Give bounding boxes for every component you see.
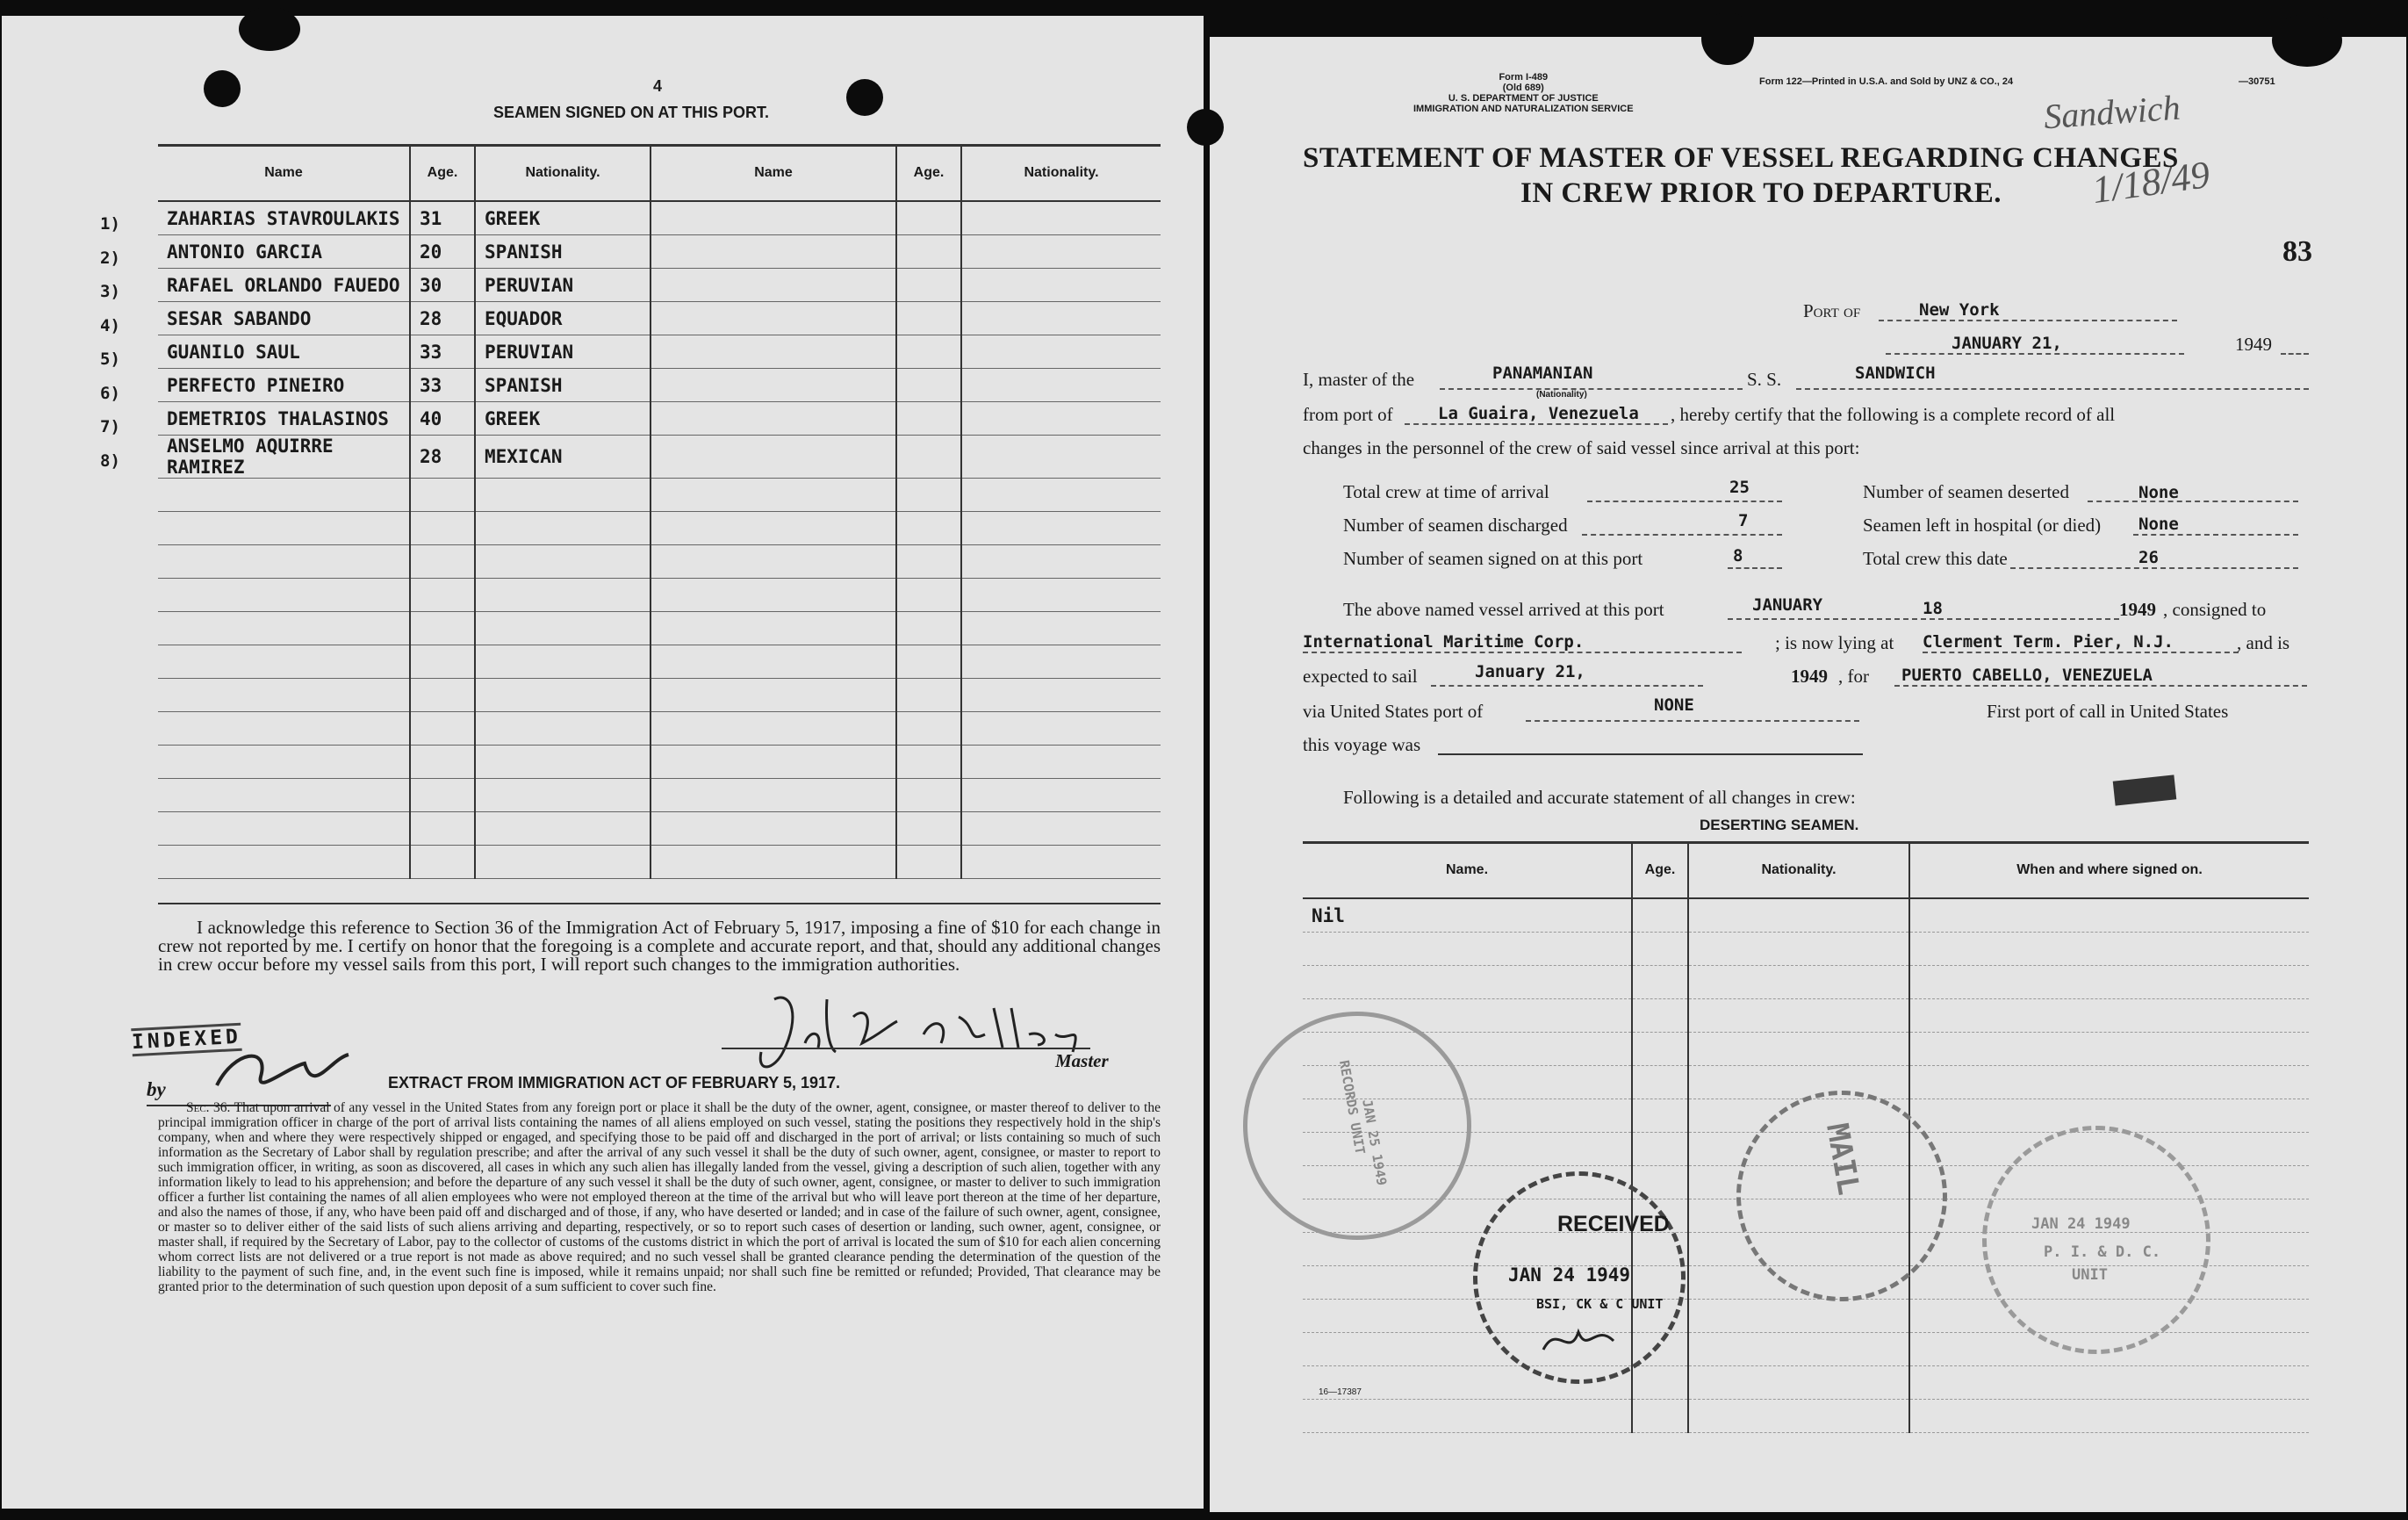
table-row: [1303, 999, 2309, 1033]
lying-label: ; is now lying at: [1775, 632, 1894, 653]
cell-empty: [961, 746, 1161, 779]
cell-empty: [896, 436, 961, 479]
destination-value: PUERTO CABELLO, VENEZUELA: [1901, 666, 2153, 685]
master-of-label: I, master of the: [1303, 369, 1415, 390]
table-row: [158, 269, 1161, 302]
row-number: 4): [100, 315, 120, 335]
cell-empty: [896, 612, 961, 645]
pidc-stamp-unit2: UNIT: [2072, 1266, 2108, 1284]
cell-empty: [410, 645, 475, 679]
cell-empty: [651, 645, 896, 679]
table-row: [158, 335, 1161, 369]
cell-age: 28: [410, 302, 475, 335]
received-stamp-label: RECEIVED: [1557, 1212, 1670, 1236]
lying-value: Clerment Term. Pier, N.J.: [1923, 632, 2174, 652]
page-title: SEAMEN SIGNED ON AT THIS PORT.: [493, 104, 770, 121]
total-date-value: 26: [2138, 548, 2159, 567]
cell-empty: [158, 746, 410, 779]
row-number: 7): [100, 417, 120, 436]
table-row: [158, 612, 1161, 645]
cell-empty: [1688, 1333, 1909, 1366]
cell-empty: [651, 436, 896, 479]
cell-nationality: GREEK: [475, 402, 651, 436]
cell-empty: [651, 712, 896, 746]
cell-empty: [158, 812, 410, 846]
cell-empty: [475, 512, 651, 545]
row-number: 1): [100, 214, 120, 234]
cell-empty: [1632, 1033, 1688, 1066]
cell-empty: [475, 812, 651, 846]
signed-on-value: 8: [1733, 546, 1743, 565]
cell-empty: [896, 545, 961, 579]
department: U. S. DEPARTMENT OF JUSTICE: [1448, 93, 1599, 104]
table-row: [158, 746, 1161, 779]
page-number: 4: [653, 77, 663, 95]
cell-empty: [1632, 1366, 1688, 1400]
master-label: Master: [1055, 1050, 1109, 1071]
sail-year: 1949: [1791, 666, 1828, 687]
handwritten-vessel-name: Sandwich: [2042, 87, 2182, 137]
form-old-number: (Old 689): [1502, 83, 1544, 93]
cell-age: 28: [410, 436, 475, 479]
col-name-2: Name: [651, 146, 896, 201]
cell-desert-entry: Nil: [1303, 898, 1632, 933]
received-stamp-initials: [1535, 1315, 1622, 1367]
cell-empty: [158, 579, 410, 612]
indexed-stamp: INDEXED: [131, 1023, 241, 1056]
cell-nationality: GREEK: [475, 201, 651, 235]
records-stamp-date: JAN 25 1949: [1359, 1098, 1391, 1187]
extract-title: EXTRACT FROM IMMIGRATION ACT OF FEBRUARY 5, 1917.: [388, 1074, 841, 1091]
ink-blot: [2113, 774, 2177, 805]
cell-empty: [961, 302, 1161, 335]
table-row: [158, 679, 1161, 712]
discharged-label: Number of seamen discharged: [1343, 515, 1568, 536]
table-row: [158, 436, 1161, 479]
deserted-value: None: [2138, 483, 2179, 502]
cell-empty: [410, 712, 475, 746]
table-row: [158, 402, 1161, 436]
year-value: 1949: [2235, 334, 2272, 355]
cell-empty: [1909, 1066, 2309, 1099]
cell-empty: [961, 335, 1161, 369]
cell-empty: [896, 335, 961, 369]
cell-empty: [961, 545, 1161, 579]
voyage-label: this voyage was: [1303, 734, 1421, 755]
cell-name: ANSELMO AQUIRRE RAMIREZ: [158, 436, 410, 479]
cell-empty: [475, 612, 651, 645]
table-row: [158, 479, 1161, 512]
cell-age: 20: [410, 235, 475, 269]
cell-nationality: MEXICAN: [475, 436, 651, 479]
col-desert-age: Age.: [1632, 843, 1688, 898]
pidc-stamp-date: JAN 24 1949: [2031, 1215, 2131, 1233]
form-id-block: [1413, 72, 1634, 114]
cell-empty: [1688, 1033, 1909, 1066]
cell-empty: [961, 712, 1161, 746]
cell-empty: [410, 479, 475, 512]
cell-empty: [1688, 1300, 1909, 1333]
cell-empty: [1632, 1133, 1688, 1166]
pidc-stamp-unit: P. I. & D. C.: [2044, 1243, 2161, 1261]
cell-empty: [896, 201, 961, 235]
cell-empty: [1688, 933, 1909, 966]
first-port-label: First port of call in United States: [1987, 701, 2229, 722]
cell-name: DEMETRIOS THALASINOS: [158, 402, 410, 436]
cell-empty: [475, 579, 651, 612]
and-is-label: , and is: [2237, 632, 2290, 653]
cell-empty: [1303, 966, 1632, 999]
table-row: [1303, 1033, 2309, 1066]
cell-empty: [651, 746, 896, 779]
table-row: [158, 545, 1161, 579]
from-port-value: La Guaira, Venezuela: [1438, 404, 1639, 423]
table-row: [1303, 1333, 2309, 1366]
cell-empty: [961, 369, 1161, 402]
cell-empty: [410, 812, 475, 846]
cell-empty: [410, 779, 475, 812]
cell-nationality: EQUADOR: [475, 302, 651, 335]
cell-empty: [961, 269, 1161, 302]
cell-empty: [896, 369, 961, 402]
cell-empty: [961, 645, 1161, 679]
right-page: [1210, 37, 2406, 1512]
received-stamp-date: JAN 24 1949: [1508, 1264, 1631, 1286]
cell-empty: [651, 369, 896, 402]
table-row: [1303, 1400, 2309, 1433]
cell-empty: [1632, 898, 1688, 933]
punch-hole: [1187, 109, 1224, 146]
table-row: [158, 846, 1161, 879]
cell-empty: [961, 679, 1161, 712]
total-arrival-value: 25: [1729, 478, 1750, 497]
table-row: [158, 779, 1161, 812]
cell-nationality: PERUVIAN: [475, 335, 651, 369]
cell-empty: [961, 436, 1161, 479]
date-value: JANUARY 21,: [1952, 334, 2062, 353]
cell-empty: [651, 812, 896, 846]
cell-age: 31: [410, 201, 475, 235]
deserted-label: Number of seamen deserted: [1863, 481, 2069, 502]
table-row: [1303, 966, 2309, 999]
certify-text: , hereby certify that the following is a complete record of all: [1671, 404, 2116, 425]
cell-empty: [410, 746, 475, 779]
consignee-value: International Maritime Corp.: [1303, 632, 1585, 652]
col-nationality-2: Nationality.: [961, 146, 1161, 201]
row-number: 3): [100, 282, 120, 301]
cell-age: 40: [410, 402, 475, 436]
cell-empty: [961, 612, 1161, 645]
cell-empty: [896, 402, 961, 436]
cell-empty: [1688, 1366, 1909, 1400]
cell-empty: [158, 479, 410, 512]
table-row: [158, 512, 1161, 545]
cell-empty: [475, 746, 651, 779]
cell-name: GUANILO SAUL: [158, 335, 410, 369]
cell-empty: [896, 779, 961, 812]
cell-nationality: PERUVIAN: [475, 269, 651, 302]
ss-label: S. S.: [1747, 369, 1782, 390]
received-stamp-unit: BSI, CK & C UNIT: [1536, 1296, 1664, 1312]
cell-empty: [961, 579, 1161, 612]
cell-empty: [896, 679, 961, 712]
nationality-caption: (Nationality): [1536, 390, 1587, 400]
cell-empty: [158, 545, 410, 579]
cell-empty: [896, 579, 961, 612]
cell-empty: [1909, 1033, 2309, 1066]
mail-stamp-text: MAIL: [1819, 1120, 1866, 1198]
arrived-day: 18: [1923, 599, 1943, 618]
master-signature: [722, 982, 1090, 1087]
by-label: by: [147, 1078, 166, 1100]
statement-title-2: IN CREW PRIOR TO DEPARTURE.: [1520, 177, 2002, 209]
deserting-title: DESERTING SEAMEN.: [1700, 817, 1859, 833]
cell-empty: [1909, 999, 2309, 1033]
cell-empty: [961, 846, 1161, 879]
cell-name: ANTONIO GARCIA: [158, 235, 410, 269]
cell-empty: [896, 746, 961, 779]
table-row: [158, 645, 1161, 679]
cell-name: RAFAEL ORLANDO FAUEDO: [158, 269, 410, 302]
cell-empty: [651, 269, 896, 302]
cell-empty: [896, 712, 961, 746]
records-stamp-text: RECORDS UNIT: [1335, 1059, 1369, 1156]
arrived-month: JANUARY: [1752, 595, 1823, 615]
row-number: 6): [100, 383, 120, 403]
page-number-right: 83: [2282, 235, 2312, 268]
cell-name: SESAR SABANDO: [158, 302, 410, 335]
via-label: via United States port of: [1303, 701, 1484, 722]
col-nationality: Nationality.: [475, 146, 651, 201]
pidc-stamp: [1982, 1126, 2210, 1354]
cell-empty: [1632, 1099, 1688, 1133]
cell-empty: [475, 846, 651, 879]
cell-empty: [1909, 1366, 2309, 1400]
cell-empty: [475, 479, 651, 512]
port-of-label: Port of: [1803, 300, 1861, 321]
cell-empty: [1632, 999, 1688, 1033]
cell-empty: [158, 712, 410, 746]
cell-empty: [158, 846, 410, 879]
acknowledgement-text: I acknowledge this reference to Section 36 of the Immigration Act of February 5, 1917, imposing a fine of $10 for each change in crew not reported by me. I certify on honor that the foregoing is a complete and accurate report, and that, should any additional changes in crew occur before my vessel sails from this port, I will report such changes to the immigration authorities.: [158, 917, 1161, 975]
total-date-label: Total crew this date: [1863, 548, 2008, 569]
section-36-text: [158, 1100, 1161, 1294]
cell-empty: [1909, 966, 2309, 999]
cell-empty: [651, 402, 896, 436]
cell-empty: [1632, 1400, 1688, 1433]
cell-empty: [896, 512, 961, 545]
cell-empty: [651, 479, 896, 512]
cell-empty: [1909, 1400, 2309, 1433]
cell-empty: [410, 846, 475, 879]
discharged-value: 7: [1738, 511, 1749, 530]
cell-empty: [410, 512, 475, 545]
table-row: [158, 201, 1161, 235]
cell-age: 33: [410, 369, 475, 402]
via-value: NONE: [1654, 695, 1694, 715]
statement-title-1: STATEMENT OF MASTER OF VESSEL REGARDING CHANGES: [1303, 142, 2179, 174]
table-row: [1303, 1366, 2309, 1400]
table-row: [158, 812, 1161, 846]
cell-empty: [896, 235, 961, 269]
cell-empty: [651, 612, 896, 645]
cell-empty: [1688, 1066, 1909, 1099]
cell-empty: [961, 512, 1161, 545]
row-number: 8): [100, 450, 120, 471]
cell-empty: [1303, 933, 1632, 966]
cell-empty: [158, 512, 410, 545]
certify-text-2: changes in the personnel of the crew of said vessel since arrival at this port:: [1303, 437, 1860, 458]
cell-empty: [1303, 1400, 1632, 1433]
cell-empty: [896, 846, 961, 879]
cell-empty: [651, 235, 896, 269]
cell-empty: [651, 679, 896, 712]
cell-empty: [896, 302, 961, 335]
cell-empty: [1632, 933, 1688, 966]
for-label: , for: [1838, 666, 1869, 687]
col-age-2: Age.: [896, 146, 961, 201]
col-age: Age.: [410, 146, 475, 201]
cell-empty: [1688, 1400, 1909, 1433]
cell-empty: [410, 679, 475, 712]
cell-empty: [1909, 933, 2309, 966]
cell-empty: [961, 402, 1161, 436]
cell-empty: [896, 812, 961, 846]
cell-empty: [475, 679, 651, 712]
total-arrival-label: Total crew at time of arrival: [1343, 481, 1549, 502]
cell-empty: [158, 645, 410, 679]
cell-empty: [1688, 999, 1909, 1033]
form-code: —30751: [2239, 76, 2275, 87]
section-label: Sec. 36.: [186, 1100, 231, 1115]
cell-name: ZAHARIAS STAVROULAKIS: [158, 201, 410, 235]
table-row: [158, 302, 1161, 335]
cell-empty: [651, 201, 896, 235]
punch-hole: [239, 7, 300, 51]
signed-on-label: Number of seamen signed on at this port: [1343, 548, 1643, 569]
ship-name: SANDWICH: [1855, 364, 1936, 383]
col-desert-name: Name.: [1303, 843, 1632, 898]
port-value: New York: [1919, 300, 2000, 320]
row-number: 5): [100, 349, 120, 369]
punch-hole: [846, 79, 883, 116]
following-text: Following is a detailed and accurate statement of all changes in crew:: [1343, 787, 1856, 808]
cell-empty: [1632, 966, 1688, 999]
cell-empty: [1909, 898, 2309, 933]
cell-empty: [410, 545, 475, 579]
row-number: 2): [100, 248, 120, 268]
table-row: [158, 712, 1161, 746]
cell-empty: [475, 712, 651, 746]
form-number: Form I-489: [1499, 72, 1549, 83]
punch-hole: [2272, 14, 2342, 67]
cell-empty: [961, 479, 1161, 512]
cell-empty: [651, 846, 896, 879]
cell-empty: [961, 779, 1161, 812]
cell-empty: [158, 612, 410, 645]
section-body: That upon arrival of any vessel in the United States from any foreign port or place it shall be the duty of the owner, agent, consignee, or master thereof to deliver to the principal immigration officer in charge of the port of arrival lists containing the names of all aliens employed on such vessel, stating the positions they respectively hold in the ship's company, when and where they were respectively shipped or engaged, and specifying those to be paid off and discharged in the port of arrival; or lists containing so much of such information as the Secretary of Labor shall by regulation prescribe; and after the arrival of any such vessel it shall be the duty of such owner, agent, consignee, or master to report to such immigration officer, in writing, as soon as discovered, all cases in which any such alien has illegally landed from the vessel, giving a description of such alien, together with any information likely to lead to his apprehension; and before the departure of any such vessel it shall be the duty of such owner, agent, consignee, or master to deliver to such immigration officer a further list containing the names of all alien employees who were not employed thereon at the time of the arrival but who will leave port thereon at the time of her departure, and also the names of those, if any, who have been paid off and discharged and of those, if any, who have deserted or landed; and in case of the failure of such owner, agent, consignee, or master so to deliver either of the said lists of such aliens arriving and departing, respectively, or so to report such cases of desertion or landing, such owner, agent, consignee, or master shall, if required by the Secretary of Labor, pay to the collector of customs of the customs district in which the port of arrival is located the sum of $10 for each alien concerning whom correct lists are not delivered or a true report is not made as above required; and no such vessel shall be granted clearance pending the determination of the question of the liability to the payment of such fine, and, in the event such fine is imposed, while it remains unpaid; nor shall such fine be remitted or refunded; Provided, That clearance may be granted prior to the determination of such question upon deposit of a sum sufficient to cover such fine.: [158, 1100, 1161, 1294]
cell-empty: [475, 779, 651, 812]
cell-empty: [961, 235, 1161, 269]
cell-empty: [651, 779, 896, 812]
handwritten-date: 1/18/49: [2089, 152, 2213, 213]
initials-signature: [208, 1041, 357, 1103]
table-row: [1303, 898, 2309, 933]
cell-nationality: SPANISH: [475, 235, 651, 269]
cell-age: 30: [410, 269, 475, 302]
cell-empty: [410, 579, 475, 612]
table-row: [158, 369, 1161, 402]
consigned-label: , consigned to: [2163, 599, 2267, 620]
table-row: [158, 235, 1161, 269]
col-desert-signed-on: When and where signed on.: [1909, 843, 2309, 898]
cell-empty: [475, 545, 651, 579]
table-row: [158, 579, 1161, 612]
cell-empty: [896, 645, 961, 679]
punch-hole: [204, 70, 241, 107]
cell-empty: [961, 812, 1161, 846]
form-printer: Form 122—Printed in U.S.A. and Sold by UNZ & CO., 24: [1759, 76, 2014, 87]
hospital-value: None: [2138, 515, 2179, 534]
table-row: [1303, 933, 2309, 966]
hospital-label: Seamen left in hospital (or died): [1863, 515, 2102, 536]
from-port-label: from port of: [1303, 404, 1393, 425]
cell-empty: [961, 201, 1161, 235]
cell-empty: [1632, 1066, 1688, 1099]
cell-empty: [158, 779, 410, 812]
service: IMMIGRATION AND NATURALIZATION SERVICE: [1413, 104, 1634, 114]
sail-value: January 21,: [1475, 662, 1585, 681]
cell-empty: [896, 479, 961, 512]
arrived-label: The above named vessel arrived at this port: [1343, 599, 1664, 620]
nationality-value: PANAMANIAN: [1492, 364, 1593, 383]
footer-code: 16—17387: [1319, 1387, 1362, 1397]
punch-hole: [1701, 12, 1754, 65]
cell-name: PERFECTO PINEIRO: [158, 369, 410, 402]
cell-empty: [1688, 966, 1909, 999]
cell-empty: [1688, 898, 1909, 933]
sail-label: expected to sail: [1303, 666, 1418, 687]
col-name: Name: [158, 146, 410, 201]
cell-empty: [410, 612, 475, 645]
cell-empty: [651, 302, 896, 335]
cell-empty: [651, 545, 896, 579]
left-page: [2, 16, 1204, 1509]
arrived-year: 1949: [2119, 599, 2156, 620]
col-desert-nationality: Nationality.: [1688, 843, 1909, 898]
cell-nationality: SPANISH: [475, 369, 651, 402]
cell-empty: [651, 579, 896, 612]
cell-empty: [158, 679, 410, 712]
cell-age: 33: [410, 335, 475, 369]
cell-empty: [475, 645, 651, 679]
seamen-signed-on-table: [158, 146, 1161, 879]
cell-empty: [651, 512, 896, 545]
cell-empty: [651, 335, 896, 369]
cell-empty: [896, 269, 961, 302]
